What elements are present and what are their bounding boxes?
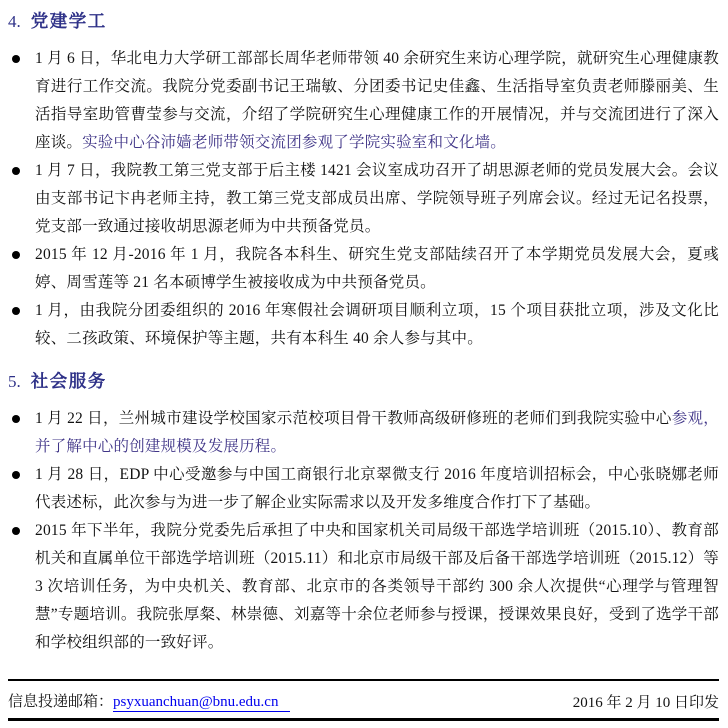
section-number: 5. (8, 372, 21, 391)
footer-print-date: 2016 年 2 月 10 日印发 (572, 694, 719, 711)
footer-top-divider (8, 679, 719, 681)
section (8, 368, 719, 657)
text-segment: 1 月，由我院分团委组织的 2016 年寒假社会调研项目顺利立项，15 个项目获批立项，涉及文化比较、二孩政策、环境保护等主题，共有本科生 40 余人参与其中。 (35, 302, 719, 347)
bullet-text (35, 297, 719, 353)
list-item (8, 241, 719, 297)
footer-email-label: 信息投递邮箱： (8, 694, 114, 710)
text-segment: 2015 年下半年，我院分党委先后承担了中央和国家机关司局级干部选学培训班（2015.10）、教育部机关和直属单位干部选学培训班（2015.11）和北京市局级干部及后备干部选学培训班（2015.12）等 3 次培训任务，为中央机关、教育部、北京市的各类领导干部约 300 余人次提供“心理学与管理智慧”专题培训。我院张厚粲、林崇德、刘嘉等十余位老师参与授课，授课效果良好，受到了选学干部和学校组织部的一致好评。 (35, 522, 719, 651)
email-link[interactable]: psyxuanchuan@bnu.edu.cn (113, 694, 290, 712)
bullet-icon (12, 415, 20, 423)
text-segment: 2015 年 12 月-2016 年 1 月，我院各本科生、研究生党支部陆续召开了本学期党员发展大会，夏彧婷、周雪莲等 21 名本硕博学生被接收成为中共预备党员。 (35, 246, 719, 291)
section-heading (8, 8, 719, 32)
section-title: 党建学工 (30, 11, 107, 31)
bullet-icon (12, 307, 20, 315)
section (8, 8, 719, 353)
bullet-icon (12, 167, 20, 175)
list-item (8, 405, 719, 461)
bullet-text (35, 405, 719, 461)
highlighted-text: 实验中心谷沛嫱老师带领交流团参观了学院实验室和文化墙。 (82, 134, 507, 151)
text-segment: 1 月 7 日，我院教工第三党支部于后主楼 1421 会议室成功召开了胡思源老师的党员发展大会。会议由支部书记卞冉老师主持，教工第三党支部成员出席、学院领导班子列席会议。经过无记名投票，党支部一致通过接收胡思源老师为中共预备党员。 (35, 162, 719, 235)
bullet-list (8, 405, 719, 657)
bullet-icon (12, 471, 20, 479)
bullet-text (35, 241, 719, 297)
bullet-text (35, 461, 719, 517)
bullet-text (35, 517, 719, 657)
footer-bottom-divider (8, 718, 719, 721)
list-item (8, 517, 719, 657)
text-segment: 1 月 28 日，EDP 中心受邀参与中国工商银行北京翠微支行 2016 年度培训招标会，中心张晓娜老师代表述标，此次参与为进一步了解企业实际需求以及开发多维度合作打下了基础。 (35, 466, 719, 511)
text-segment: 1 月 6 日，华北电力大学研工部部长周华老师带领 40 余研究生来访心理学院，就研究生心理健康教育进行工作交流。我院分党委副书记王瑞敏、分团委书记史佳鑫、生活指导室负责老师滕丽美、生活指导室助管曹莹参与交流，介绍了学院研究生心理健康工作的开展情况，并与交流团进行了深入座谈。 (35, 50, 719, 151)
list-item (8, 157, 719, 241)
bullet-icon (12, 55, 20, 63)
bullet-icon (12, 251, 20, 259)
bullet-text (35, 157, 719, 241)
list-item (8, 45, 719, 157)
text-segment: 1 月 22 日，兰州城市建设学校国家示范校项目骨干教师高级研修班的老师们到我院实验中心 (35, 410, 672, 427)
list-item (8, 297, 719, 353)
bullet-icon (12, 527, 20, 535)
bullet-list (8, 45, 719, 353)
section-number: 4. (8, 12, 21, 31)
bullet-text (35, 45, 719, 157)
highlighted-text: 参观，并了解中心的创建规模及发展历程。 (35, 410, 719, 455)
footer-email-block (8, 690, 290, 712)
footer (8, 686, 719, 716)
list-item (8, 461, 719, 517)
section-title: 社会服务 (30, 371, 107, 391)
section-heading (8, 368, 719, 392)
